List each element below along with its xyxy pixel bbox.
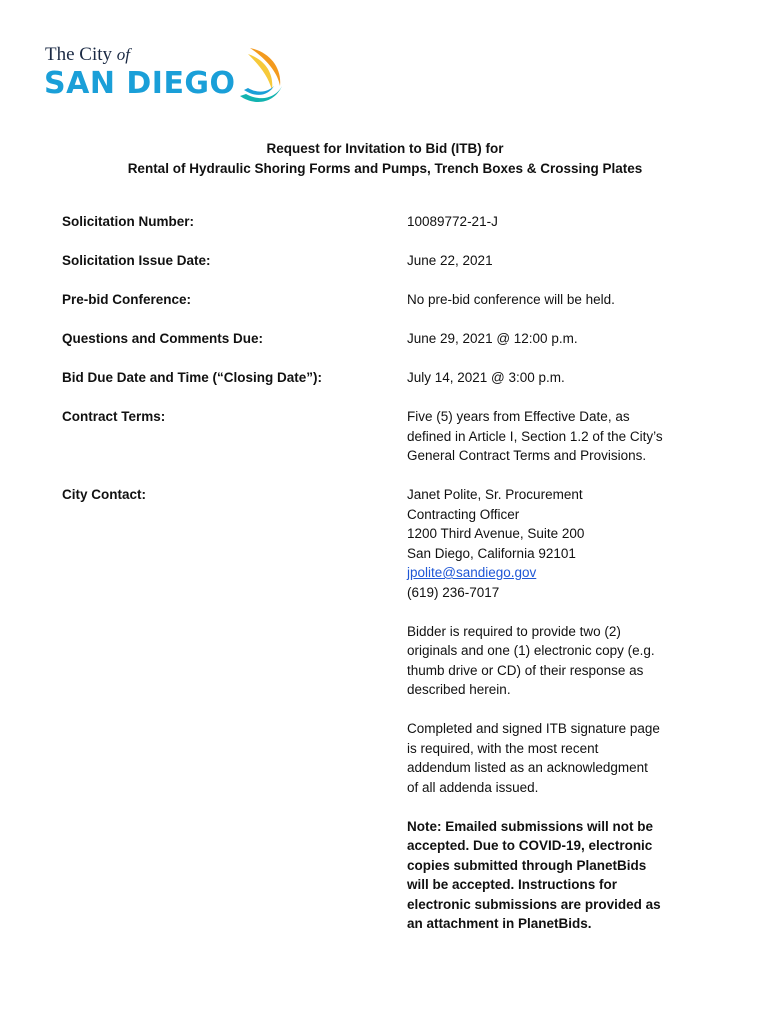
contact-phone: (619) 236-7017 [407, 584, 500, 600]
contact-name-line: Janet Polite, Sr. Procurement [407, 487, 583, 502]
paragraph-line: Bidder is required to provide two (2) [407, 623, 621, 639]
contract-terms-label: Contract Terms: [62, 409, 166, 424]
city-contact-value [407, 485, 697, 934]
bidder-requirements-paragraph [407, 622, 697, 700]
questions-due-label: Questions and Comments Due: [62, 331, 264, 346]
note-line: will be accepted. Instructions for [407, 877, 618, 892]
sun-sail-icon [236, 46, 284, 106]
contact-address-line: 1200 Third Avenue, Suite 200 [407, 526, 585, 541]
paragraph-line: thumb drive or CD) of their response as [407, 662, 644, 678]
bid-due-value: July 14, 2021 @ 3:00 p.m. [407, 370, 565, 385]
paragraph-line: is required, with the most recent [407, 740, 599, 756]
paragraph-line: of all addenda issued. [407, 779, 539, 795]
heading-line-1: Request for Invitation to Bid (ITB) for [266, 141, 504, 156]
paragraph-line: originals and one (1) electronic copy (e.g. [407, 643, 655, 658]
prebid-conference-value: No pre-bid conference will be held. [407, 292, 615, 307]
contract-terms-line: defined in Article I, Section 1.2 of the City’s [407, 428, 663, 444]
logo-line1: The City [45, 44, 117, 65]
contact-city-line: San Diego, California 92101 [407, 545, 576, 561]
bid-due-label: Bid Due Date and Time (“Closing Date”): [62, 370, 323, 385]
issue-date-value: June 22, 2021 [407, 253, 493, 268]
contact-title-line: Contracting Officer [407, 506, 520, 522]
prebid-conference-label: Pre-bid Conference: [62, 292, 192, 307]
paragraph-line: Completed and signed ITB signature page [407, 721, 660, 736]
note-line: copies submitted through PlanetBids [407, 857, 647, 873]
issue-date-label: Solicitation Issue Date: [62, 253, 211, 268]
city-contact-label: City Contact: [62, 487, 146, 502]
contract-terms-line: Five (5) years from Effective Date, as [407, 409, 630, 424]
contract-terms-value [407, 407, 697, 466]
contract-terms-line: General Contract Terms and Provisions. [407, 448, 647, 463]
signature-page-paragraph [407, 719, 697, 797]
note-line: accepted. Due to COVID-19, electronic [407, 838, 653, 853]
solicitation-number-label: Solicitation Number: [62, 214, 195, 229]
logo-san-diego-text: SAN DIEGO [44, 66, 236, 101]
note-line: an attachment in PlanetBids. [407, 916, 592, 931]
paragraph-line: addendum listed as an acknowledgment [407, 760, 648, 775]
city-logo [44, 44, 284, 108]
note-line: electronic submissions are provided as [407, 896, 661, 912]
questions-due-value: June 29, 2021 @ 12:00 p.m. [407, 331, 578, 346]
document-heading [0, 139, 770, 178]
solicitation-number-value: 10089772-21-J [407, 214, 498, 229]
submission-note-paragraph [407, 817, 697, 934]
logo-city-of-text [45, 44, 130, 66]
heading-line-2: Rental of Hydraulic Shoring Forms and Pumps, Trench Boxes & Crossing Plates [127, 160, 643, 176]
contact-email-link[interactable]: jpolite@sandiego.gov [407, 565, 537, 580]
note-line: Note: Emailed submissions will not be [407, 818, 654, 834]
logo-line1-italic: of [116, 45, 131, 64]
paragraph-line: described herein. [407, 682, 511, 697]
